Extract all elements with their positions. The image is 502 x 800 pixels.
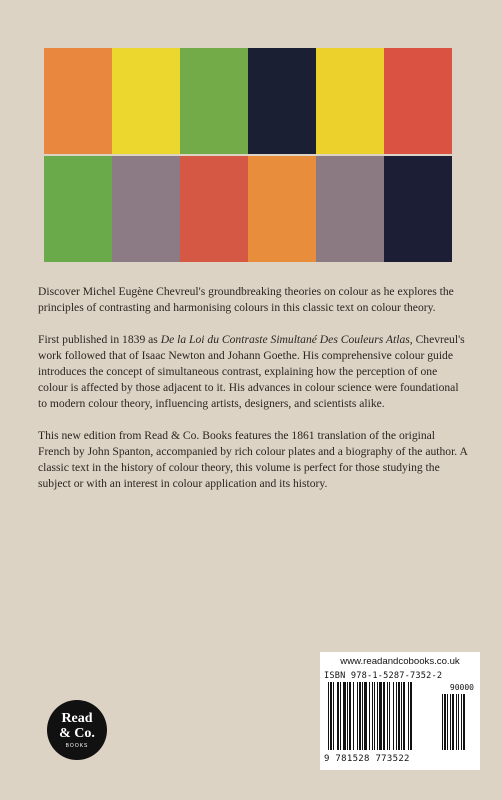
barcode-bars <box>326 682 474 752</box>
swatch-r2-c2 <box>112 156 180 262</box>
addon-bar <box>442 694 443 750</box>
addon-bar <box>450 694 451 750</box>
blurb-paragraph-2 <box>38 332 468 412</box>
barcode-bar <box>349 682 351 750</box>
barcode-bar <box>408 682 409 750</box>
barcode-bar <box>403 682 405 750</box>
barcode-bar <box>393 682 394 750</box>
addon-bar <box>456 694 457 750</box>
blurb-p2-title: De la Loi du Contraste Simultané Des Couleurs Atlas, <box>160 333 413 346</box>
swatch-r1-c4 <box>248 48 316 154</box>
addon-bar <box>444 694 446 750</box>
isbn-label: ISBN 978-1-5287-7352-2 <box>324 671 443 681</box>
barcode-bar <box>340 682 341 750</box>
blurb-text <box>38 284 468 508</box>
publisher-url: www.readandcobooks.co.uk <box>340 656 460 667</box>
addon-bar <box>458 694 459 750</box>
barcode-bar <box>333 682 334 750</box>
swatch-r2-c3 <box>180 156 248 262</box>
swatch-r2-c4 <box>248 156 316 262</box>
blurb-p2-prefix: First published in 1839 as <box>38 333 161 346</box>
barcode-bar <box>353 682 354 750</box>
swatch-r1-c2 <box>112 48 180 154</box>
addon-bar <box>447 694 448 750</box>
blurb-paragraph-3: This new edition from Read & Co. Books features the 1861 translation of the original French by John Spanton, accompanied by rich colour plates and a biography of the author. A classic text in the history of colour theory, this volume is perfect for those studying the subject or with an interest in colour application and its history. <box>38 429 468 490</box>
barcode-bar <box>369 682 370 750</box>
ean-digits: 9 781528 773522 <box>324 754 410 764</box>
swatch-r1-c1 <box>44 48 112 154</box>
swatch-r2-c6 <box>384 156 452 262</box>
barcode-bar <box>410 682 412 750</box>
barcode-bar <box>359 682 361 750</box>
barcode-bar <box>377 682 378 750</box>
barcode-bar <box>343 682 346 750</box>
barcode-panel <box>320 652 480 770</box>
swatch-r2-c1 <box>44 156 112 262</box>
swatch-r1-c6 <box>384 48 452 154</box>
barcode-bar <box>387 682 388 750</box>
barcode-bar <box>357 682 358 750</box>
addon-bar <box>463 694 465 750</box>
barcode-bar <box>379 682 382 750</box>
swatch-r1-c5 <box>316 48 384 154</box>
logo-line-1: Read <box>61 710 93 726</box>
addon-bar <box>461 694 462 750</box>
barcode-bar <box>328 682 329 750</box>
addon-bar <box>452 694 454 750</box>
colour-swatch-grid <box>44 48 452 262</box>
barcode-bar <box>372 682 373 750</box>
swatch-r2-c5 <box>316 156 384 262</box>
barcode-bar <box>330 682 332 750</box>
barcode-bar <box>398 682 400 750</box>
price-addon: 90000 <box>449 683 474 692</box>
barcode-bar <box>389 682 390 750</box>
logo-line-2: & Co. <box>59 725 95 741</box>
barcode-bar <box>396 682 397 750</box>
blurb-p2-rest: Chevreul's work followed that of Isaac Newton and Johann Goethe. His comprehensive colour guide introduces the concept of simultaneous contrast, explaining how the perception of one colour is affected by those adjacent to it. His advances in colour science were foundational to modern colour theory, influencing artists, designers, and scientists alike. <box>38 333 465 410</box>
barcode-bar <box>337 682 339 750</box>
barcode-bar <box>347 682 348 750</box>
barcode-bar <box>362 682 363 750</box>
swatch-r1-c3 <box>180 48 248 154</box>
barcode-bar <box>364 682 367 750</box>
logo-line-3: BOOKS <box>65 742 89 749</box>
barcode-bar <box>401 682 402 750</box>
publisher-logo <box>47 700 107 760</box>
barcode-bar <box>383 682 385 750</box>
blurb-paragraph-1: Discover Michel Eugène Chevreul's groundbreaking theories on colour as he explores the principles of contrasting and harmonising colours in this classic text on colour theory. <box>38 285 454 314</box>
barcode-bar <box>374 682 375 750</box>
